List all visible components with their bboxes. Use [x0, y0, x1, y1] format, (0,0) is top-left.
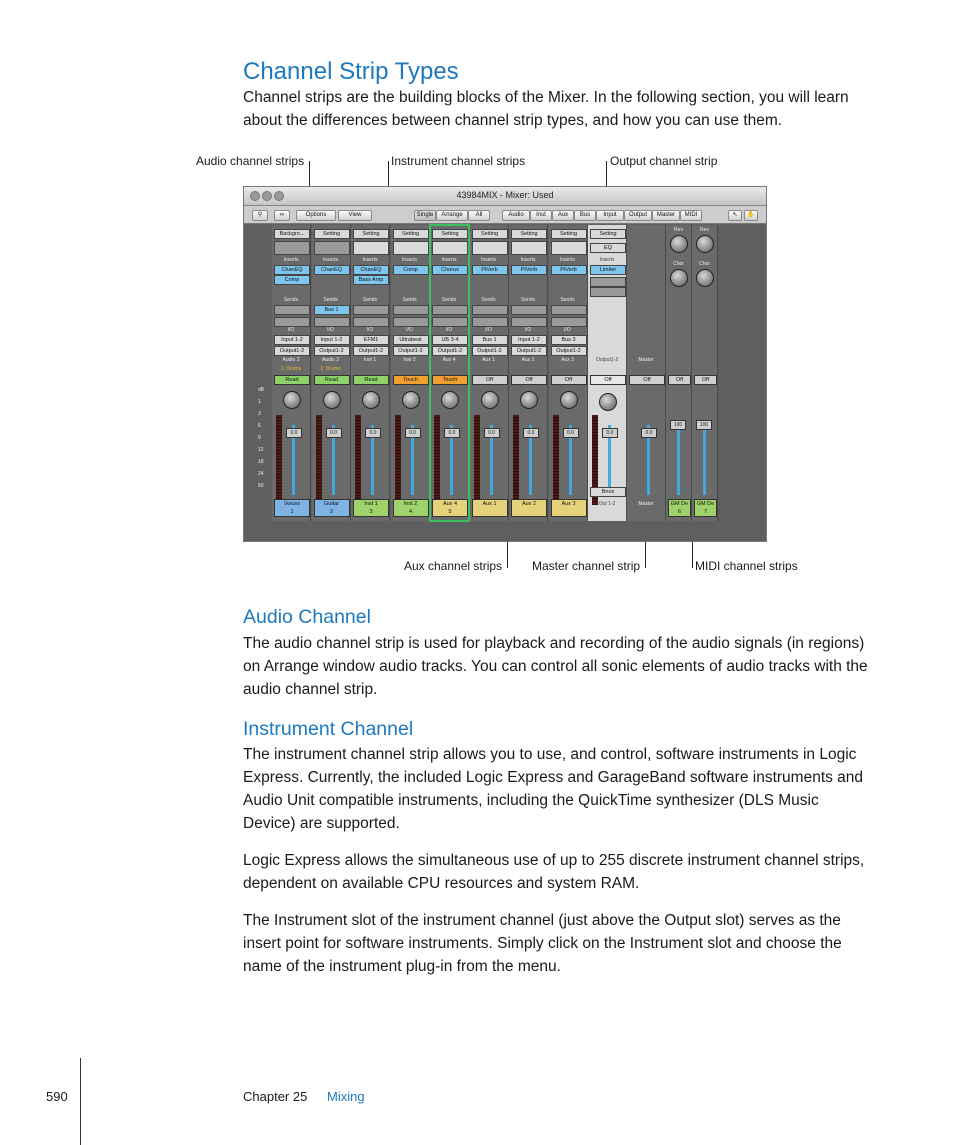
midi-knob-label: Chor [673, 261, 684, 267]
output-label: Output1-2 [595, 357, 619, 363]
output-slot[interactable]: Output1-2 [274, 346, 310, 356]
callout-audio: Audio channel strips [196, 154, 305, 168]
midi-fader[interactable] [677, 425, 680, 495]
insert-slot[interactable]: ChanEQ [353, 265, 389, 275]
inserts-label: Inserts [559, 257, 575, 263]
insert-slot[interactable]: ChanEQ [274, 265, 310, 275]
track-number: 1 [290, 509, 294, 515]
strip-label: Audio 3 [322, 357, 339, 363]
callout-master: Master channel strip [532, 559, 641, 573]
inserts-label: Inserts [322, 257, 338, 263]
fader-value: 0.0 [444, 428, 460, 438]
track-number: 2 [329, 509, 334, 515]
fader-value: 0.0 [365, 428, 381, 438]
input-slot[interactable]: Ultrabeat [393, 335, 429, 345]
input-slot[interactable]: Input 1-2 [511, 335, 547, 345]
output-slot[interactable]: Output1-2 [511, 346, 547, 356]
filter-button-all[interactable]: All [468, 210, 490, 221]
pan-knob[interactable] [323, 391, 341, 409]
sends-label: Sends [481, 297, 496, 303]
level-meter [395, 415, 401, 505]
mixer-window [243, 186, 767, 542]
strip-label: Inst 2 [403, 357, 416, 363]
fader-value: 0.0 [286, 428, 302, 438]
send-slot-empty[interactable] [551, 317, 587, 327]
sends-label: Sends [560, 297, 575, 303]
mixer-titlebar [244, 187, 766, 206]
output-slot[interactable]: Output1-2 [472, 346, 508, 356]
setting-slot[interactable]: Setting [551, 229, 587, 239]
setting-slot[interactable]: Backgro... [274, 229, 310, 239]
midi-rev-knob[interactable] [670, 235, 688, 253]
type-button-audio[interactable]: Audio [502, 210, 530, 221]
insert-slot[interactable]: Comp [274, 275, 310, 285]
fader-value: 0.0 [523, 428, 539, 438]
master-fader-value: 0.0 [641, 428, 657, 438]
eq-slot[interactable] [432, 241, 468, 255]
midi-track-name-text: GM De [696, 501, 715, 507]
output-slot[interactable]: Output1-2 [353, 346, 389, 356]
eq-slot[interactable] [353, 241, 389, 255]
options-menu[interactable]: Options [296, 210, 336, 221]
fader-value: 0.0 [405, 428, 421, 438]
input-slot[interactable]: Bus 3 [551, 335, 587, 345]
midi-track-number: 7 [703, 509, 708, 515]
level-meter [276, 415, 282, 505]
pan-knob[interactable] [283, 391, 301, 409]
master-name: Master [638, 501, 654, 507]
level-meter [553, 415, 559, 505]
midi-track-name[interactable] [694, 499, 717, 517]
filter-button-arrange[interactable]: Arrange [436, 210, 468, 221]
track-name-text: Aux 4 [442, 501, 458, 507]
automation-mode[interactable]: Off [472, 375, 508, 385]
channel-strip [509, 225, 548, 521]
callout-aux: Aux channel strips [404, 559, 503, 573]
eq-slot[interactable] [274, 241, 310, 255]
send-slot[interactable] [393, 305, 429, 315]
pan-knob[interactable] [441, 391, 459, 409]
io-label: I/O [445, 327, 453, 333]
midi-track-name-text: GM De [670, 501, 689, 507]
midi-fader-value: 100 [696, 420, 712, 430]
eq-slot[interactable] [472, 241, 508, 255]
track-name-text: Aux 3 [561, 501, 576, 507]
insert-slot[interactable]: Bass Amp [353, 275, 389, 285]
insert-slot[interactable]: PtVerb [511, 265, 547, 275]
io-label: I/O [327, 327, 334, 333]
setting-slot[interactable]: Setting [393, 229, 429, 239]
io-label: I/O [524, 327, 532, 333]
sends-label: Sends [283, 297, 299, 303]
automation-mode[interactable]: Off [511, 375, 547, 385]
type-button-output[interactable]: Output [624, 210, 652, 221]
track-name-text: Guitar [324, 501, 339, 507]
group-label: 1: Drums [320, 366, 341, 372]
send-slot[interactable] [432, 305, 468, 315]
output-slot[interactable]: Output1-2 [314, 346, 350, 356]
input-slot[interactable]: EFM1 [353, 335, 389, 345]
channel-strip [391, 225, 430, 521]
automation-mode[interactable]: Touch [432, 375, 468, 385]
pan-knob[interactable] [362, 391, 380, 409]
track-name[interactable] [353, 499, 389, 517]
filter-button-single[interactable]: Single [414, 210, 436, 221]
output-slot[interactable]: Output1-2 [551, 346, 587, 356]
output-name: Out 1-2 [598, 501, 616, 507]
channel-strip [351, 225, 390, 521]
level-meter [355, 415, 361, 505]
track-name[interactable] [472, 499, 508, 517]
send-slot-empty[interactable] [393, 317, 429, 327]
footer-divider [80, 1058, 81, 1145]
channel-strip [430, 225, 469, 521]
eq-slot[interactable] [511, 241, 547, 255]
channel-strip [272, 225, 311, 521]
fader-value: 0.0 [326, 428, 342, 438]
io-label: I/O [485, 327, 492, 333]
instrument-paragraph-2: Logic Express allows the simultaneous use of up to 255 discrete instrument channel strips, dependent on available CPU resources and system RAM. [243, 852, 865, 892]
group-label: 1: Drums [280, 366, 302, 372]
pan-knob[interactable] [560, 391, 578, 409]
track-name[interactable] [274, 499, 310, 517]
track-name-text: Aux 2 [521, 501, 537, 507]
send-slot-empty[interactable] [511, 317, 547, 327]
db-tick: 6 [258, 423, 261, 429]
pan-knob[interactable] [520, 391, 538, 409]
midi-track-number: 6 [677, 509, 682, 515]
output-channel-strip [588, 225, 627, 521]
level-meter [434, 415, 440, 505]
fader-value: 0.0 [563, 428, 579, 438]
output-inserts-label: Inserts [599, 257, 615, 263]
insert-slot[interactable]: PtVerb [551, 265, 587, 275]
type-button-midi[interactable]: MIDI [680, 210, 702, 221]
page-title: Channel Strip Types [243, 58, 459, 85]
automation-mode[interactable]: Read [353, 375, 389, 385]
output-setting-slot[interactable]: Setting [590, 229, 626, 239]
output-insert-slot[interactable]: Limiter [590, 265, 626, 275]
db-scale [258, 387, 272, 497]
midi-automation-mode[interactable]: Off [694, 375, 717, 385]
chain-icon[interactable]: ∞ [274, 210, 290, 221]
track-name[interactable] [511, 499, 547, 517]
track-name[interactable] [432, 499, 468, 517]
callout-midi: MIDI channel strips [695, 559, 798, 573]
callout-output: Output channel strip [610, 154, 718, 168]
send-slot[interactable] [511, 305, 547, 315]
midi-rev-knob[interactable] [696, 235, 714, 253]
section-title-audio: Audio Channel [243, 606, 371, 628]
automation-mode[interactable]: Touch [393, 375, 429, 385]
midi-chor-knob[interactable] [670, 269, 688, 287]
insert-slot[interactable]: Chorus [432, 265, 468, 275]
eq-slot[interactable] [551, 241, 587, 255]
send-slot-empty[interactable] [472, 317, 508, 327]
footer-section: Mixing [327, 1089, 365, 1104]
db-tick: 1 [258, 399, 261, 405]
midi-track-name[interactable] [668, 499, 691, 517]
sends-label: Sends [441, 297, 457, 303]
db-tick: 3 [258, 411, 261, 417]
output-insert-empty[interactable] [590, 277, 626, 287]
view-menu[interactable]: View [338, 210, 372, 221]
pan-knob[interactable] [481, 391, 499, 409]
track-name[interactable] [393, 499, 429, 517]
insert-slot[interactable]: PtVerb [472, 265, 508, 275]
output-slot[interactable]: Output1-2 [393, 346, 429, 356]
output-fader-value: 0.0 [602, 428, 618, 438]
footer-chapter: Chapter 25 [243, 1089, 308, 1104]
type-button-master[interactable]: Master [652, 210, 680, 221]
midi-chor-knob[interactable] [696, 269, 714, 287]
type-button-aux[interactable]: Aux [552, 210, 574, 221]
input-slot[interactable]: Bus 1 [472, 335, 508, 345]
setting-slot[interactable]: Setting [472, 229, 508, 239]
io-label: I/O [366, 327, 374, 333]
db-tick: 12 [258, 447, 264, 453]
level-meter [513, 415, 519, 505]
strip-label: Aux 2 [521, 357, 535, 363]
eq-slot[interactable] [314, 241, 350, 255]
output-bounce-button[interactable]: Bnce [590, 487, 626, 497]
track-number: 5 [448, 509, 452, 515]
insert-slot[interactable]: Comp [393, 265, 429, 275]
type-button-inst[interactable]: Inst [530, 210, 552, 221]
send-slot[interactable] [274, 305, 310, 315]
insert-slot[interactable]: ChanEQ [314, 265, 350, 275]
strip-label: Aux 3 [561, 357, 574, 363]
track-number: 4 [408, 509, 413, 515]
strip-label: Audio 2 [282, 357, 300, 363]
inserts-label: Inserts [283, 257, 299, 263]
send-slot-empty[interactable] [353, 317, 389, 327]
eq-slot[interactable] [393, 241, 429, 255]
sends-label: Sends [362, 297, 378, 303]
track-name-text: Voices [283, 501, 301, 507]
input-slot[interactable]: Input 1-2 [314, 335, 350, 345]
input-slot[interactable]: Input 1-2 [274, 335, 310, 345]
inserts-label: Inserts [441, 257, 457, 263]
db-tick: dB [258, 387, 265, 393]
inserts-label: Inserts [480, 257, 496, 263]
setting-slot[interactable]: Setting [432, 229, 468, 239]
track-name[interactable] [551, 499, 587, 517]
inserts-label: Inserts [520, 257, 536, 263]
output-slot[interactable]: Output1-2 [432, 346, 468, 356]
channel-strip [549, 225, 588, 521]
midi-fader-value: 100 [670, 420, 686, 430]
callout-instrument: Instrument channel strips [391, 154, 526, 168]
automation-mode[interactable]: Read [314, 375, 350, 385]
pan-knob[interactable] [402, 391, 420, 409]
master-channel-strip [627, 225, 666, 521]
track-name-text: Inst 2 [403, 501, 418, 507]
db-tick: 18 [258, 459, 264, 465]
output-automation-mode[interactable]: Off [590, 375, 626, 385]
fader-value: 0.0 [484, 428, 500, 438]
master-label: Master [638, 357, 654, 363]
midi-automation-mode[interactable]: Off [668, 375, 691, 385]
inserts-label: Inserts [362, 257, 378, 263]
pointer-tool-icon[interactable]: ↖ [728, 210, 742, 221]
mixer-toolbar [244, 206, 766, 224]
output-insert-empty-2[interactable] [590, 287, 626, 297]
track-name-text: Aux 1 [482, 501, 497, 507]
send-slot-empty[interactable] [432, 317, 468, 327]
db-tick: 24 [258, 471, 264, 477]
midi-channel-strip [666, 225, 692, 521]
send-slot[interactable] [551, 305, 587, 315]
section-title-instrument: Instrument Channel [243, 718, 414, 740]
io-label: I/O [406, 327, 413, 333]
strip-label: Aux 1 [482, 357, 495, 363]
automation-mode[interactable]: Off [551, 375, 587, 385]
send-slot-empty[interactable] [314, 317, 350, 327]
db-tick: 9 [258, 435, 261, 441]
input-slot[interactable]: UB 3-4 [432, 335, 468, 345]
db-tick: 50 [258, 483, 264, 489]
link-icon[interactable]: ⚲ [252, 210, 268, 221]
sends-label: Sends [323, 297, 338, 303]
sends-label: Sends [402, 297, 417, 303]
type-button-bus[interactable]: Bus [574, 210, 596, 221]
setting-slot[interactable]: Setting [353, 229, 389, 239]
strip-label: Aux 4 [442, 357, 456, 363]
track-name[interactable] [314, 499, 350, 517]
inserts-label: Inserts [401, 257, 417, 263]
channel-strip [470, 225, 509, 521]
mixer-title: 43984MIX - Mixer: Used [456, 190, 554, 200]
send-slot[interactable] [472, 305, 508, 315]
send-slot[interactable] [353, 305, 389, 315]
automation-mode[interactable]: Read [274, 375, 310, 385]
midi-fader[interactable] [703, 425, 706, 495]
setting-slot[interactable]: Setting [511, 229, 547, 239]
send-slot-empty[interactable] [274, 317, 310, 327]
midi-knob-label: Chor [699, 261, 710, 267]
type-button-input[interactable]: Input [596, 210, 624, 221]
sends-label: Sends [520, 297, 536, 303]
master-automation-mode[interactable]: Off [629, 375, 665, 385]
level-meter [316, 415, 322, 505]
instrument-paragraph-1: The instrument channel strip allows you to use, and control, software instruments in Logic Express. Currently, the included Logic Express and GarageBand software instruments and Audio Unit compatible instruments, including the QuickTime synthesizer (DLS Music Device) are supported. [243, 746, 864, 832]
io-label: I/O [564, 327, 571, 333]
intro-paragraph: Channel strips are the building blocks of the Mixer. In the following section, you will learn about the differences between channel strip types, and how you can use them. [243, 89, 849, 129]
audio-paragraph: The audio channel strip is used for playback and recording of the audio signals (in regions) on Arrange window audio tracks. You can control all sonic elements of audio tracks with the audio channel strip. [243, 635, 868, 698]
midi-channel-strip [692, 225, 718, 521]
output-eq-slot[interactable]: EQ [590, 243, 626, 253]
midi-knob-label: Rev [674, 227, 683, 233]
send-slot[interactable]: Bus 1 [314, 305, 350, 315]
setting-slot[interactable]: Setting [314, 229, 350, 239]
io-label: I/O [287, 327, 295, 333]
strip-label: Inst 1 [363, 357, 377, 363]
track-name-text: Inst 1 [364, 501, 378, 507]
output-pan-knob[interactable] [599, 393, 617, 411]
level-meter [474, 415, 480, 505]
instrument-paragraph-3: The Instrument slot of the instrument channel (just above the Output slot) serves as the insert point for software instruments. Simply click on the Instrument slot and choose the name of the instrument plug-in from the menu. [243, 912, 842, 975]
track-number: 3 [369, 509, 373, 515]
hand-tool-icon[interactable]: ✋ [744, 210, 758, 221]
channel-strip [312, 225, 351, 521]
page-number: 590 [46, 1089, 68, 1104]
midi-knob-label: Rev [700, 227, 709, 233]
